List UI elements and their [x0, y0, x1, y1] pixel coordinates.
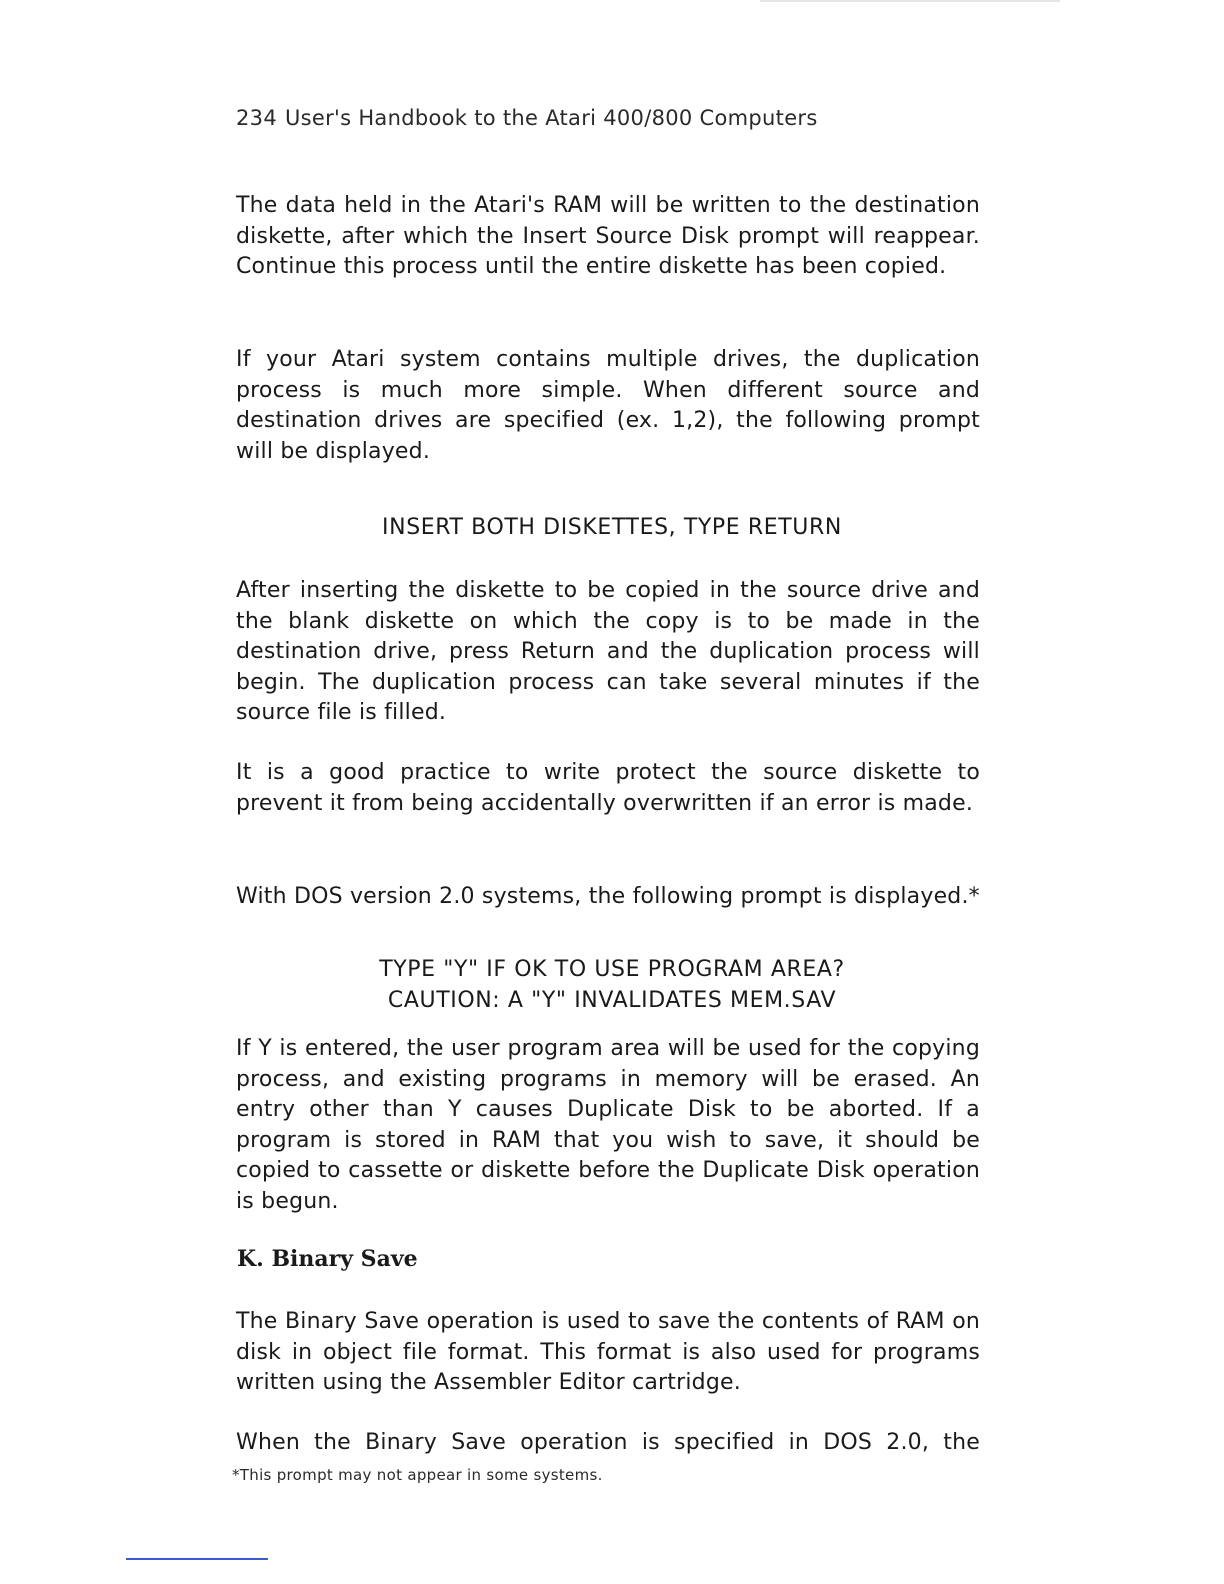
prompt-type-y-line2: CAUTION: A "Y" INVALIDATES MEM.SAV: [387, 988, 837, 1013]
bottom-rule: [126, 1558, 268, 1560]
page-number: 234: [236, 106, 277, 130]
section-heading-binary-save: K. Binary Save: [237, 1246, 418, 1272]
paragraph-after-inserting: After inserting the diskette to be copied in the source drive and the blank diskette on which the copy is to be made in the destination drive, press Return and the duplication process will begin. The duplication process can take several minutes if the source file is filled.: [236, 578, 980, 726]
paragraph-if-y-entered: If Y is entered, the user program area will be used for the copying process, and existing programs in memory will be erased. An entry other than Y causes Duplicate Disk to be aborted. If a program is stored in RAM that you wish to save, it should be copied to cassette or diskette before the Duplicate Disk operation is begun.: [236, 1036, 980, 1214]
paragraph-binary-save-description: The Binary Save operation is used to save the contents of RAM on disk in object file format. This format is also used for programs written using the Assembler Editor cartridge.: [236, 1309, 980, 1396]
paragraph-multiple-drives: If your Atari system contains multiple drives, the duplication process is much more simple. When different source and destination drives are specified (ex. 1,2), the following prompt will be displayed.: [236, 347, 980, 464]
prompt-insert-both-diskettes: INSERT BOTH DISKETTES, TYPE RETURN: [382, 515, 842, 540]
paragraph-dos-version: With DOS version 2.0 systems, the following prompt is displayed.*: [236, 884, 980, 909]
footnote: *This prompt may not appear in some systems.: [232, 1466, 603, 1484]
paragraph-binary-save-dos: When the Binary Save operation is specified in DOS 2.0, the: [236, 1430, 980, 1455]
running-header: [236, 106, 818, 130]
paragraph-write-protect: It is a good practice to write protect the source diskette to prevent it from being accidentally overwritten if an error is made.: [236, 760, 980, 816]
scan-edge-shade: [760, 0, 1060, 2]
prompt-type-y-line1: TYPE "Y" IF OK TO USE PROGRAM AREA?: [379, 957, 845, 982]
running-title: User's Handbook to the Atari 400/800 Computers: [284, 106, 818, 130]
paragraph-write-destination: The data held in the Atari's RAM will be written to the destination diskette, after which the Insert Source Disk prompt will reappear. Continue this process until the entire diskette has been copied.: [236, 193, 980, 280]
